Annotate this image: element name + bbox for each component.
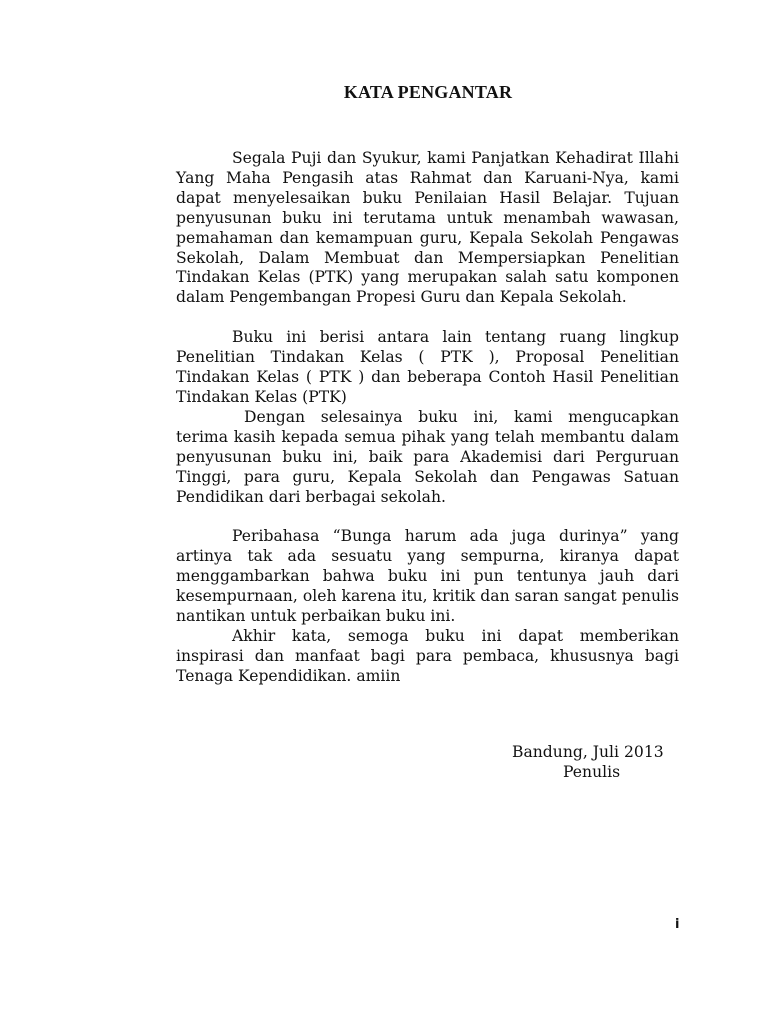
paragraph-introduction: Segala Puji dan Syukur, kami Panjatkan Kehadirat Illahi Yang Maha Pengasih atas Rahmat dan Karuani-Nya, kami dapat menyelesaikan buku Penilaian Hasil Belajar. Tujuan penyusunan buku ini terutama untuk menambah wawasan, pemahaman dan kemampuan guru, Kepala Sekolah Pengawas Sekolah, Dalam Membuat dan Mempersiapkan Penelitian Tindakan Kelas (PTK) yang merupakan salah satu komponen dalam Pengembangan Propesi Guru dan Kepala Sekolah. — [176, 149, 679, 307]
paragraph-acknowledgement: Dengan selesainya buku ini, kami mengucapkan terima kasih kepada semua pihak yang telah membantu dalam penyusunan buku ini, baik para Akademisi dari Perguruan Tinggi, para guru, Kepala Sekolah dan Pengawas Satuan Pendidikan dari berbagai sekolah. — [176, 407, 679, 506]
page-title: KATA PENGANTAR — [343, 82, 513, 102]
paragraph-proverb: Peribahasa “Bunga harum ada juga durinya” yang artinya tak ada sesuatu yang sempurna, kiranya dapat menggambarkan bahwa buku ini pun tentunya jauh dari kesempurnaan, oleh karena itu, kritik dan saran sangat penulis nantikan untuk perbaikan buku ini. — [176, 527, 679, 626]
paragraph-closing-remarks: Akhir kata, semoga buku ini dapat memberikan inspirasi dan manfaat bagi para pembaca, khususnya bagi Tenaga Kependidikan. amiin — [176, 626, 679, 685]
page-number: i — [675, 917, 680, 932]
place-date: Bandung, Juli 2013 — [512, 743, 664, 761]
document-body — [176, 149, 679, 687]
paragraph-book-contents: Buku ini berisi antara lain tentang ruang lingkup Penelitian Tindakan Kelas ( PTK ), Proposal Penelitian Tindakan Kelas ( PTK ) dan beberapa Contoh Hasil Penelitian Tindakan Kelas (PTK) — [176, 328, 679, 406]
signer: Penulis — [563, 763, 621, 781]
signature-block — [512, 742, 664, 782]
